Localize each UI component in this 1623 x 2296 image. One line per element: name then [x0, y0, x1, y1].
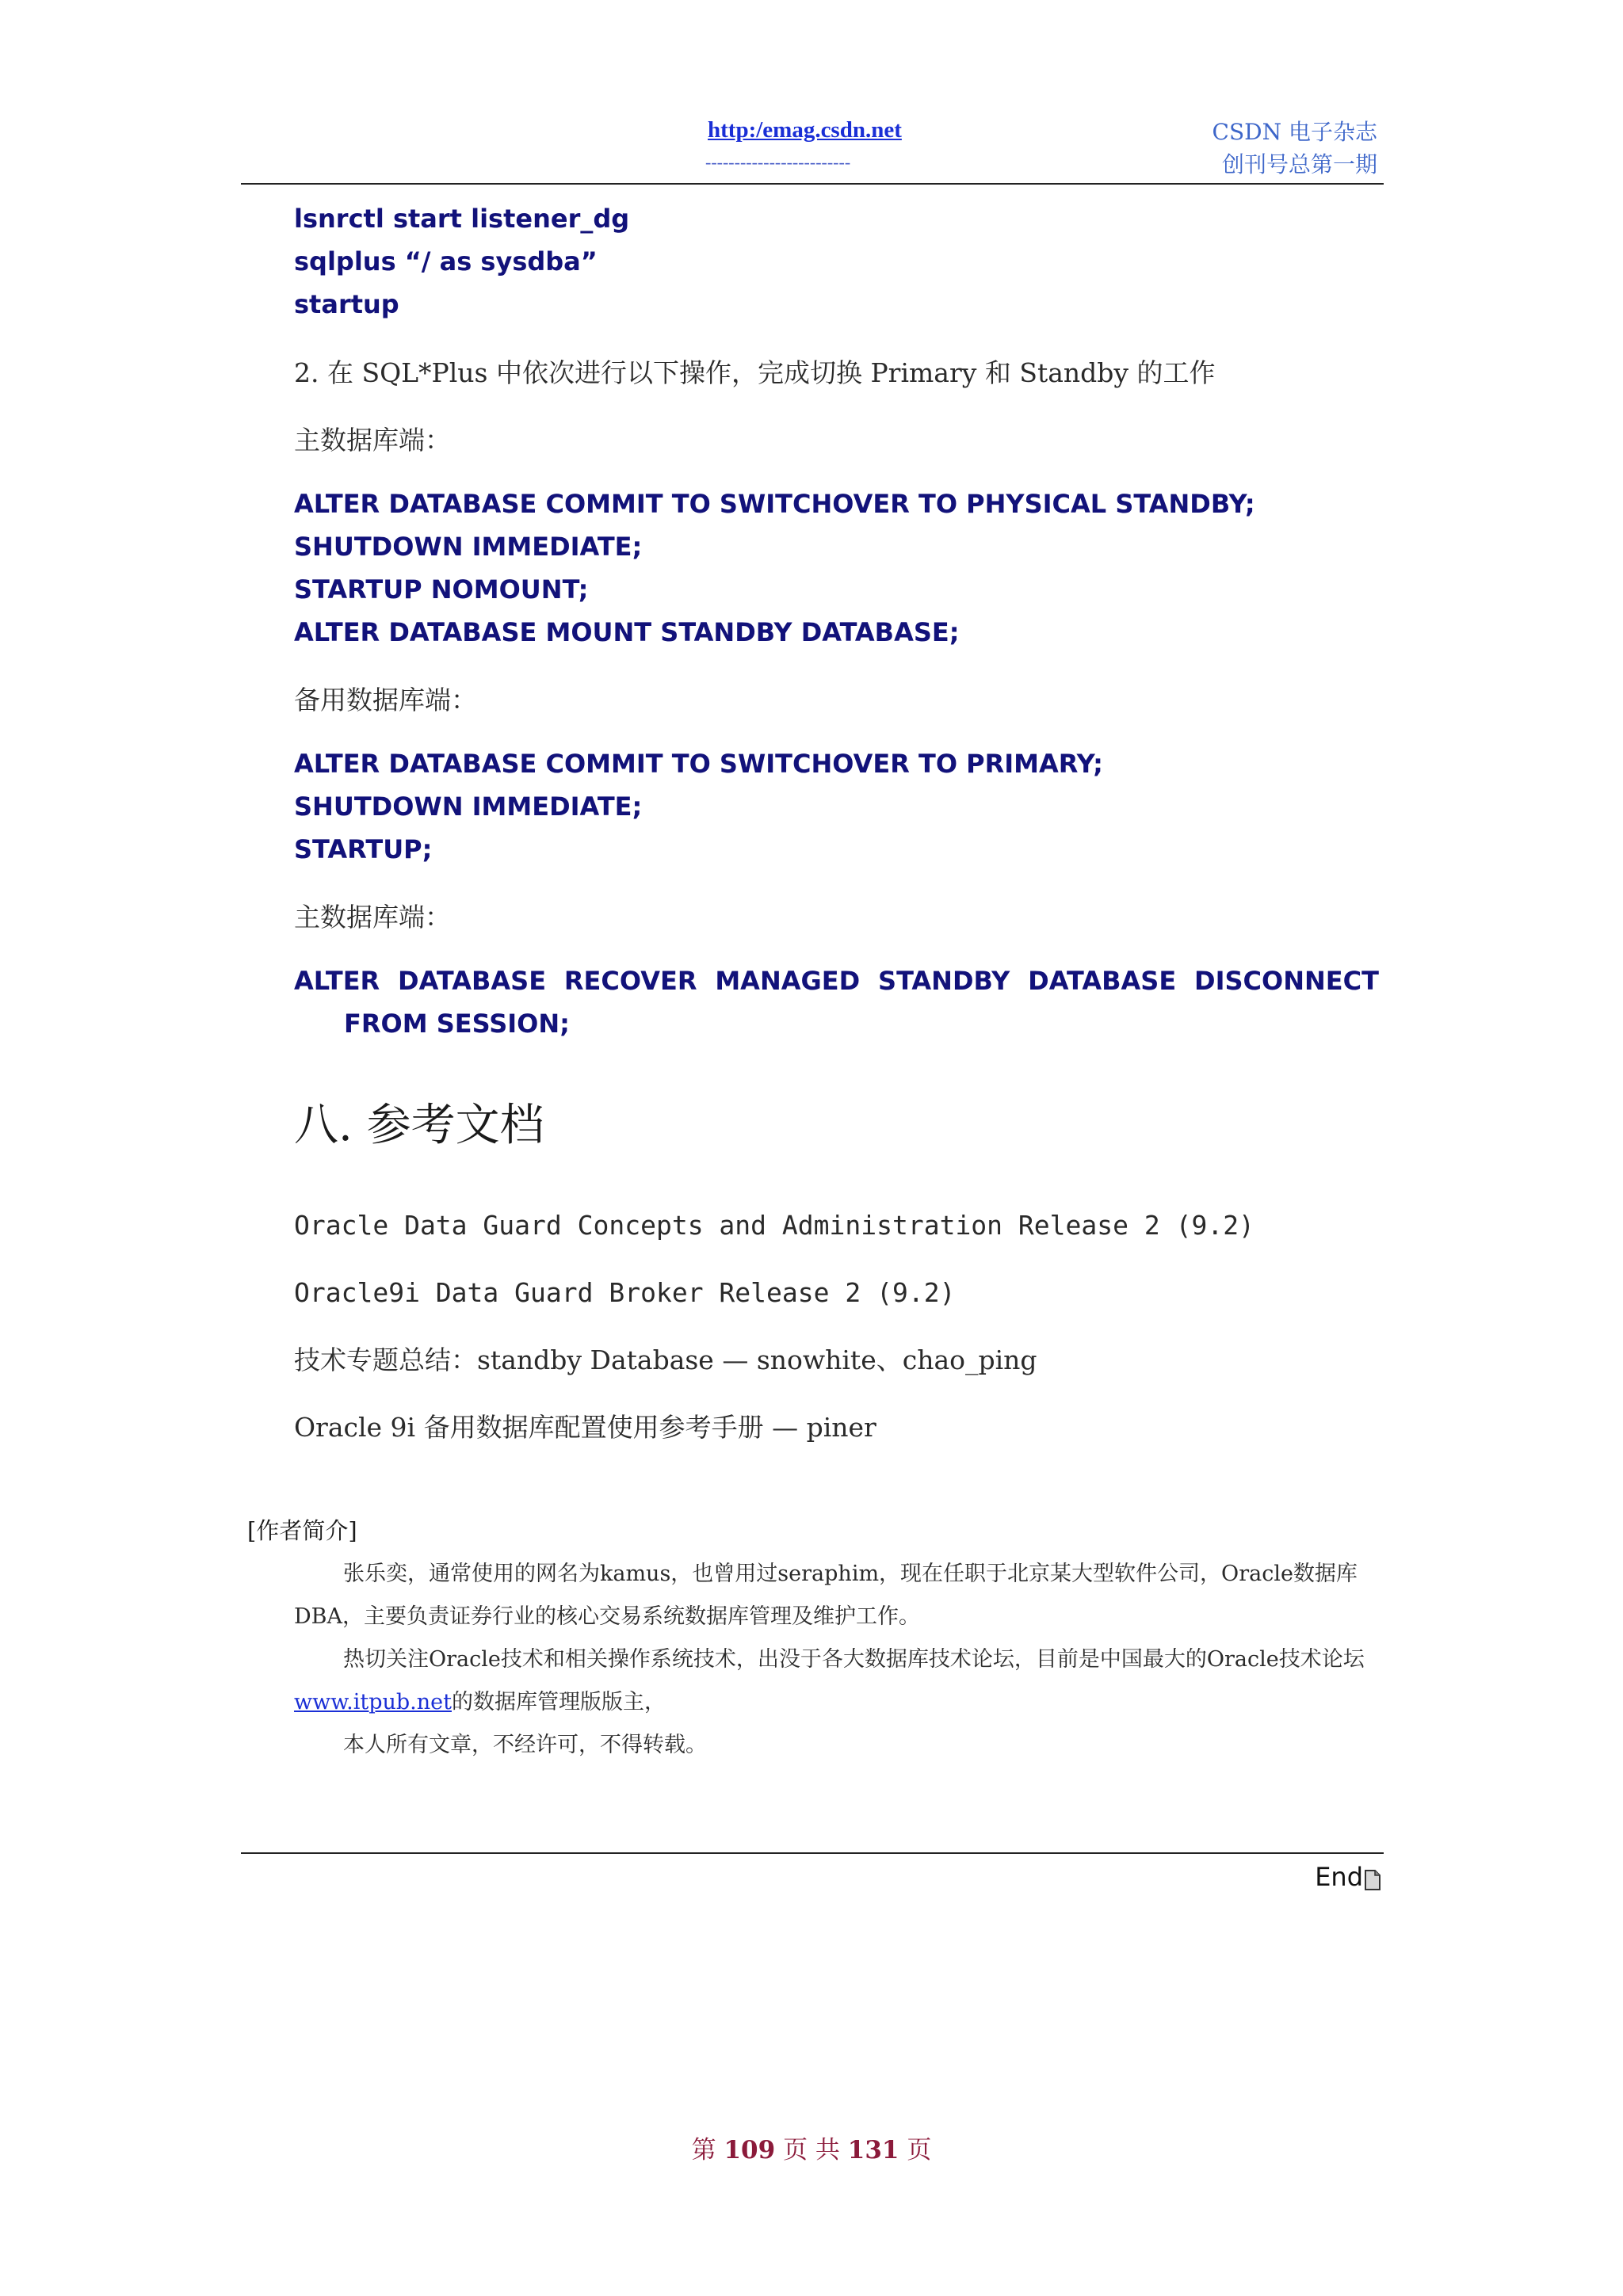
itpub-link[interactable]: www.itpub.net — [294, 1690, 452, 1714]
author-para-2 — [294, 1638, 1379, 1724]
code-line-lsnrctl: lsnrctl start listener_dg — [294, 204, 630, 234]
standby-code-line-2: SHUTDOWN IMMEDIATE; — [294, 791, 643, 822]
primary-code-line-1: ALTER DATABASE COMMIT TO SWITCHOVER TO PHYSICAL STANDBY; — [294, 489, 1255, 519]
section-heading: 八. 参考文档 — [294, 1100, 544, 1151]
author-para-2-text: 热切关注Oracle技术和相关操作系统技术，出没于各大数据库技术论坛，目前是中国最大的Oracle技术论坛 — [343, 1647, 1365, 1672]
code-word: RECOVER — [563, 966, 697, 996]
recover-code-line-2: FROM SESSION; — [344, 1009, 570, 1039]
code-word: MANAGED — [715, 966, 861, 996]
author-para-1: 张乐奕，通常使用的网名为kamus，也曾用过seraphim，现在任职于北京某大型软件公司，Oracle数据库DBA，主要负责证券行业的核心交易系统数据库管理及维护工作。 — [294, 1562, 1358, 1629]
end-label: End — [1315, 1862, 1363, 1892]
code-word: ALTER — [294, 966, 380, 996]
code-line-sqlplus: sqlplus “/ as sysdba” — [294, 246, 598, 277]
code-word: DATABASE — [1028, 966, 1177, 996]
code-word: DISCONNECT — [1194, 966, 1379, 996]
reference-item: Oracle9i Data Guard Broker Release 2 (9.2) — [294, 1277, 956, 1308]
footer-rule — [241, 1852, 1384, 1854]
reference-item: Oracle 9i 备用数据库配置使用参考手册 — piner — [294, 1412, 876, 1443]
page-mid: 页 共 — [783, 2136, 840, 2164]
page-suffix: 页 — [907, 2136, 932, 2164]
code-line-startup: startup — [294, 289, 399, 319]
code-word: STANDBY — [878, 966, 1010, 996]
standby-label: 备用数据库端： — [294, 685, 477, 715]
author-para-3: 本人所有文章，不经许可，不得转载。 — [343, 1733, 707, 1757]
header-dashes: ------------------------- — [705, 152, 851, 172]
reference-item: 技术专题总结：standby Database — snowhite、chao_ping — [294, 1344, 1037, 1375]
reference-item: Oracle Data Guard Concepts and Administration Release 2 (9.2) — [294, 1210, 1254, 1241]
primary-code-line-3: STARTUP NOMOUNT; — [294, 574, 589, 605]
author-bio — [294, 1553, 1379, 1767]
header-brand — [1212, 116, 1377, 181]
end-marker — [1315, 1862, 1381, 1892]
standby-code-line-1: ALTER DATABASE COMMIT TO SWITCHOVER TO PRIMARY; — [294, 749, 1103, 779]
header-rule — [241, 183, 1384, 185]
brand-line-1: CSDN 电子杂志 — [1212, 119, 1377, 145]
current-page: 109 — [724, 2136, 776, 2164]
header-url-link[interactable]: http:/emag.csdn.net — [708, 117, 902, 143]
primary-label-2: 主数据库端： — [294, 902, 451, 933]
document-icon — [1365, 1867, 1381, 1887]
recover-code-line-1 — [294, 966, 1379, 996]
primary-label: 主数据库端： — [294, 425, 451, 456]
page-prefix: 第 — [691, 2136, 716, 2164]
standby-code-line-3: STARTUP; — [294, 834, 433, 864]
step-2-text: 2. 在 SQL*Plus 中依次进行以下操作，完成切换 Primary 和 Standby 的工作 — [294, 357, 1216, 388]
primary-code-line-4: ALTER DATABASE MOUNT STANDBY DATABASE; — [294, 617, 960, 647]
brand-line-2: 创刊号总第一期 — [1221, 151, 1377, 177]
total-pages: 131 — [847, 2136, 899, 2164]
author-bio-title: [作者简介] — [247, 1517, 357, 1544]
primary-code-line-2: SHUTDOWN IMMEDIATE; — [294, 532, 643, 562]
author-para-2-tail: 的数据库管理版版主， — [451, 1690, 666, 1714]
code-word: DATABASE — [398, 966, 547, 996]
page-number — [0, 2130, 1623, 2165]
